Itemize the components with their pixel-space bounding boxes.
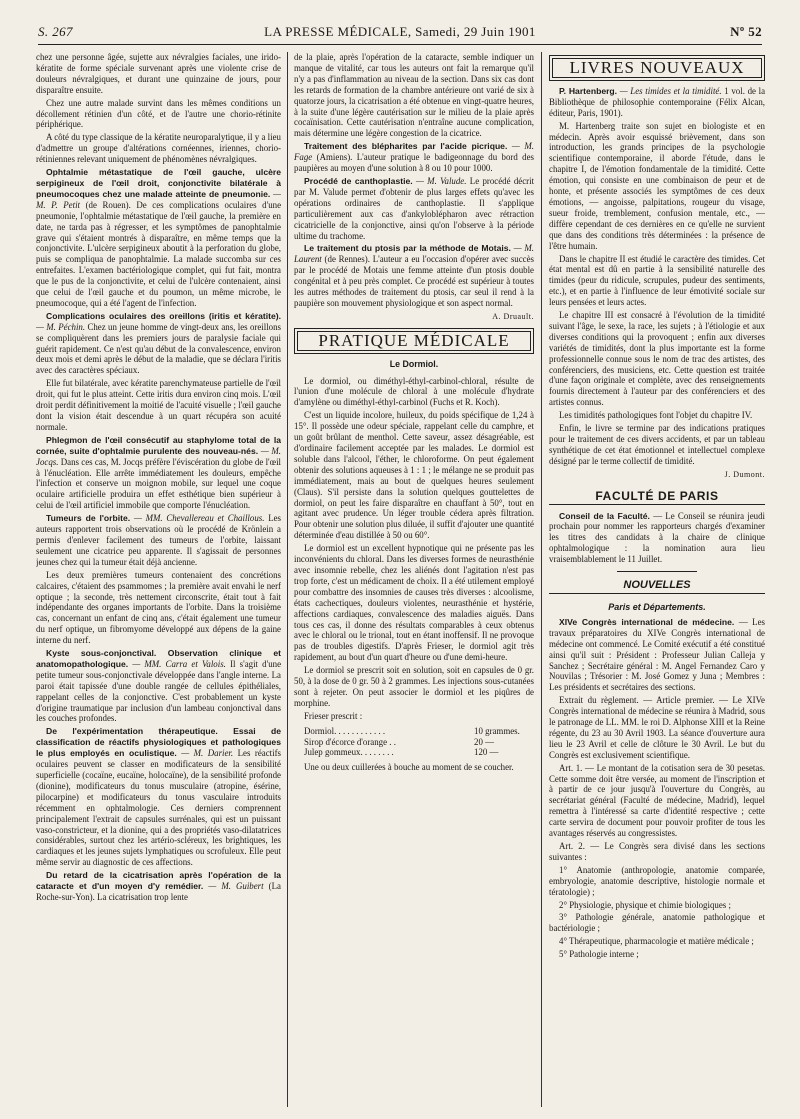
article-text: (Amiens). L'auteur pratique le badigeonnage du bord des paupières au moyen d'une solution à 8 ou 10 pour 1000. xyxy=(294,152,534,174)
article-text: — Le Conseil se réunira jeudi prochain pour nommer les rapporteurs chargés d'examiner les titres des candidats à la chaire de clinique ophtalmologique : la nomination aura lieu vraisemblablement le 11 Juillet. xyxy=(549,510,765,565)
article-text: (La Roche-sur-Yon). La cicatrisation trop lente xyxy=(36,881,281,902)
rx-qty: 20 — xyxy=(474,736,494,747)
column-middle xyxy=(294,52,534,1112)
list-item: 5° Pathologie interne ; xyxy=(559,949,639,960)
article-heading: Kyste sous-conjonctival. Observation clinique et anatomopathologique. xyxy=(36,648,281,669)
paragraph: Le chapitre III est consacré à l'évolution de la timidité suivant l'âge, le sexe, la race, les sujets ; à l'étiologie et aux diverses conditions qui la provoquent ; enfin aux diverses variétés de timidités, dont la plus importante est la forme professionnelle connue sous le nom de trac des artistes, des conférenciers, des musiciens, etc. Cette question est traitée d'une façon originale et complète, avec des renseignements fournis directement à l'auteur par des conférenciers et des artistes connus. xyxy=(549,310,765,408)
header-rule xyxy=(38,44,762,45)
paragraph: Chez une autre malade survint dans les mêmes conditions un décollement rétinien d'un côté, et de l'autre une chorio-rétinite périphérique. xyxy=(36,97,281,130)
article-heading: Conseil de la Faculté. xyxy=(559,510,650,521)
rx-qty: 10 grammes. xyxy=(474,725,520,736)
article xyxy=(36,311,281,376)
article xyxy=(36,726,281,868)
article-author: — M. Laurent xyxy=(294,243,534,265)
rx-item: Julep gommeux. . . . . . . . xyxy=(304,747,394,758)
rx-qty: 120 — xyxy=(474,747,499,758)
article-text: (de Rennes). L'auteur a eu l'occasion d'opérer avec succès par le procédé de Motais une femme atteinte d'un ptosis double congénital et à peu près complet. Ce procédé est supérieur à toutes les autres méthodes de traitement du ptosis, car seul il rend à la paupière son mouvement physiologique et son aspect normal. xyxy=(294,254,534,308)
list-item: 2° Physiologie, physique et chimie biologiques ; xyxy=(559,899,731,910)
article xyxy=(294,141,534,174)
article-author: — M. Darier. xyxy=(181,748,234,759)
book-review xyxy=(549,86,765,119)
article-text: Les auteurs rapportent trois observations où le procédé de Krönlein a permis d'enlever facilement des tumeurs de l'orbite, laissant seulement une cicatrice peu apparente. Il s'agissait de personnes jeunes chez qui la tumeur était déjà ancienne. xyxy=(36,513,281,567)
article-heading: Le traitement du ptosis par la méthode de Motais. xyxy=(304,243,511,254)
article-heading: De l'expérimentation thérapeutique. Essai de classification de réactifs physiologiques et pathologiques le plus employés en oculistique. xyxy=(36,726,281,759)
prescription-row xyxy=(294,737,534,748)
article-heading: Complications oculaires des oreillons (iritis et kératite). xyxy=(46,310,281,321)
paragraph: Le dormiol, ou diméthyl-éthyl-carbinol-chloral, résulte de l'union d'une molécule de chloral à une molécule d'hydrate d'amylène ou diméthyl-éthyl-carbinol (Fuchs et R. Koch). xyxy=(294,375,534,408)
book-details: 1 vol. de la Bibliothèque de philosophie contemporaine (Félix Alcan, éditeur, Paris, 1901). xyxy=(549,85,765,118)
article-heading: XIVe Congrès international de médecine. xyxy=(559,616,735,627)
article-author: — MM. Chevallereau et Chaillous. xyxy=(133,513,265,524)
paragraph: Enfin, le livre se termine par des indications pratiques pour le traitement de ces divers accidents, et par un tableau synthétique de cet état émotionnel et intellectuel complexe désigné par le terme collectif de timidité. xyxy=(549,423,765,466)
article xyxy=(36,870,281,903)
article xyxy=(549,617,765,693)
section-title-livres-nouveaux: LIVRES NOUVEAUX xyxy=(552,58,762,78)
section-title-nouvelles: NOUVELLES xyxy=(549,580,765,594)
article-text: Dans ces cas, M. Jocqs préfère l'éviscération du globe de l'œil à l'énucléation. Elle arrête immédiatement les douleurs, empêche l'infection et conserve un moignon mobile, sur lequel une coque oculaire artificielle produira un effet esthétique bien supérieur à celui de l'œil artificiel immobile que comporte l'énucléation. xyxy=(36,456,281,511)
article xyxy=(549,511,765,566)
article xyxy=(294,243,534,308)
article-heading: Traitement des blépharites par l'acide picrique. xyxy=(304,141,508,152)
rx-item: Dormiol. . . . . . . . . . . . xyxy=(304,725,386,736)
article-text: — Les travaux préparatoires du XIVe Congrès international de médecine ont commencé. Le Comité exécutif a été constitué ainsi qu'il suit : Président : Professeur Julian Calleja y Sanchez ; Secrétaire général : M. Angel Fernandez Caro y Nouvilas ; Trésorier : M. José Gomez y Juna ; Membres : Les présidents et secrétaires des sections. xyxy=(549,616,765,693)
article-author: — M. Péchin. xyxy=(36,321,86,332)
rx-item: Sirop d'écorce d'orange . . xyxy=(304,736,396,747)
article-author: — M. Fage xyxy=(294,141,534,163)
article-author: — MM. Carra et Valois. xyxy=(132,658,226,669)
paragraph: Frieser prescrit : xyxy=(304,710,363,721)
paragraph: Elle fut bilatérale, avec kératite parenchymateuse partielle de l'œil droit, qui fut le plus atteint. Cette iritis dura environ cinq mois. L'œil droit perdit définitivement la moitié de l'acuité visuelle ; l'œil gauche dont la vision était descendue à un quart récupéra son acuité normale. xyxy=(36,378,281,432)
paragraph: C'est un liquide incolore, huileux, du poids spécifique de 1,24 à 15°. Il possède une odeur spéciale, rappelant celle du camphre, et un goût brûlant de menthol. Cette saveur, assez désagréable, est d'ordinaire facilement acceptée par les malades. Le dormiol est soluble dans l'alcool, l'éther, le chloroforme. On peut également obtenir des solutions aqueuses à 1 : 1 ; le mélange ne se produit pas immédiatement, mais au bout de quelques heures seulement (Claus). S'il persiste dans la solution quelques gouttelettes de dormiol, on peut les faire disparaître en chauffant à 50°, tout en agitant avec prudence. Un léger trouble cédera après filtration. Pour obtenir une solution plus diluée, il suffit d'ajouter une quantité déterminée d'eau distillée à 50 ou 60°. xyxy=(294,410,534,541)
paragraph: de la plaie, après l'opération de la cataracte, semble indiquer un manque de vitalité, car tous les auteurs ont fait la remarque qu'il n'y a pas d'inflammation au niveau de la section. Dans six cas dont les retards de formation de la chambre antérieure ont varié de six à quatorze jours, la cicatrisation a été obtenue en vingt-quatre heures, à la suite d'une légère cautérisation sur le milieu de la plaie après cocaïnisation. Cette cautérisation n'entraîne aucune complication, mais détermine une légère congestion de la cicatrice. xyxy=(294,52,534,139)
prescription-row xyxy=(294,747,534,758)
article-heading: Phlegmon de l'œil consécutif au staphylome total de la cornée, suite d'ophtalmie purulente des nouveau-nés. xyxy=(36,434,281,456)
book-title: — Les timides et la timidité. xyxy=(619,85,722,96)
article xyxy=(294,176,534,241)
subsection-title: Paris et Départements. xyxy=(608,601,706,612)
paragraph: Une ou deux cuillerées à bouche au moment de se coucher. xyxy=(304,762,514,773)
article-heading: Tumeurs de l'orbite. xyxy=(46,513,131,524)
list-item: 4° Thérapeutique, pharmacologie et matière médicale ; xyxy=(559,936,754,947)
signature: A. Druault. xyxy=(492,311,534,321)
journal-title: LA PRESSE MÉDICALE, Samedi, 29 Juin 1901 xyxy=(264,24,536,39)
paragraph: Extrait du règlement. — Article premier. — Le XIVe Congrès international de médecine se réunira à Madrid, sous le patronage de LL. MM. le roi D. Alphonse XIII et la Reine régente, du 23 au 30 Avril 1903. La séance d'ouverture aura lieu le 23 Avril et celle de clôture le 30 Avril. Le but du Congrès est exclusivement scientifique. xyxy=(549,695,765,760)
article-author: — M. Guibert xyxy=(208,881,264,892)
book-author: P. Hartenberg. xyxy=(559,85,618,96)
issue-number: Nº 52 xyxy=(730,24,762,39)
article-text: Chez un jeune homme de vingt-deux ans, les oreillons se compliquèrent dans les premiers jours de paralysie faciale qui guérit rapidement. Ce n'est qu'au début de la convalescence, environ deux mois et demi après le début de la maladie, que se déclara l'iritis avec des caractères spéciaux. xyxy=(36,321,281,376)
paragraph: Le dormiol est un excellent hypnotique qui ne présente pas les inconvénients du chloral. Dans les diverses formes de neurasthénie avec insomnie rebelle, chez les aliénés dont l'agitation n'est pas trop forte, c'est un médicament de choix. Il a été utilement employé pour combattre des insomnies de causes très diverses : alcoolisme, états cachectiques, douleurs violentes, neurasthénie et hystérie, affections cardiaques, convalescence des maladies aiguës. Dans tous ces cas, il donne des résultats comparables à ceux obtenus avec le chloral ou le trional, tout en étant inoffensif. Il ne provoque pas de troubles digestifs. D'après Frieser, le dormiol agit très rapidement, au bout d'un quart d'heure ou d'une demi-heure. xyxy=(294,543,534,663)
article-text: Les réactifs oculaires peuvent se classer en modificateurs de la sensibilité superficielle (cocaïne, eucaïne, holocaïne), de la sensibilité profonde (dionine), modificateurs du tonus musculaire (atropine, ésérine, pilocarpine) et modificateurs du tonus vasculaire introduits récemment en ophtalmologie. Ces derniers comprennent principalement l'extrait de capsules surrénales, qui est un puissant vaso-constricteur, et la dionine, qui a des propriétés vaso-dilatatrices considérables, surtout chez les artério-scléreux, les brightiques, les cardiaques et les jeunes sujets lymphatiques ou scrofuleux. Elle peut même servir au diagnostic de ces affections. xyxy=(36,748,281,868)
paragraph: Les timidités pathologiques font l'objet du chapitre IV. xyxy=(559,410,753,421)
list-item: 3° Pathologie générale, anatomie pathologique et bactériologie ; xyxy=(549,912,765,934)
paragraph: Le dormiol se prescrit soit en solution, soit en capsules de 0 gr. 50, à la dose de 0 gr. 50 à 2 grammes. Les injections sous-cutanées sont à rejeter. On peut associer le dormiol et les piqûres de morphine. xyxy=(294,665,534,708)
article-heading: Du retard de la cicatrisation après l'opération de la cataracte et d'un moyen d'y remédier. xyxy=(36,870,281,892)
section-title-pratique-medicale: PRATIQUE MÉDICALE xyxy=(297,331,531,351)
article xyxy=(36,648,281,724)
paragraph: Dans le chapitre II est étudié le caractère des timides. Cet état mental est dû en partie à la sensibilité naturelle des timides (peur du ridicule, scrupules, pudeur des sentiments, etc.), et en partie à l'influence de leur émotivité sociale sur leurs pensées et leurs actes. xyxy=(549,253,765,308)
paragraph: Les deux premières tumeurs contenaient des concrétions calcaires, c'étaient des psammomes ; la première avait envahi le nerf optique ; la seconde, très nettement circonscrite, était tout à fait indépendante des organes importants de l'orbite. Dans la troisième cas, concernant un enfant de cinq ans, c'était également une tumeur du nerf optique, un fibromyome développé aux dépens de la gaine interne du nerf. xyxy=(36,569,281,646)
article-text: Le procédé décrit par M. Valude permet d'obtenir de plus larges effets qu'avec les opérations ordinaires de canthoplastie. Il s'applique particulièrement aux cas d'ankyloblépharon avec rétraction cicatricielle de la conjonctive, ainsi qu'on l'observe à la période ultime du trachome. xyxy=(294,175,534,241)
paragraph: Art. 1. — Le montant de la cotisation sera de 30 pesetas. Cette somme doit être versée, au moment de l'inscription et à partir de ce jour jusqu'à l'ouverture du Congrès, au secrétariat général (Faculté de médecine, Madrid), lequel remettra à l'intéressé sa carte d'identité respective ; cette carte servira de document pour pouvoir profiter de tous les avantages réservés au congressistes. xyxy=(549,762,765,839)
article-author: — M. P. Petit xyxy=(36,188,281,210)
column-divider xyxy=(541,52,542,1107)
article xyxy=(36,513,281,568)
article-text: (de Rouen). De ces complications oculaires d'une pneumonie, l'ophtalmie métastatique de l'œil gauche, la première en date, ne tarda pas à régresser, et les symptômes de panophtalmie grave qui s'étaient montrés à disparaître, en même temps que la conjonctivite. L'ulcère serpigineux aboutit à la perforation du globe, puis se compliqua de panophtalmie. La malade succomba sur ces entrefaites. L'examen bactériologique complet, qui fut fait, montra que le pus de la conjonctivite, et celui de l'ulcère contenaient, ainsi que celui de l'œil gauche et du poumon, un même microbe, le pneumocoque, qui a été l'agent de l'infection. xyxy=(36,199,281,308)
prescription xyxy=(294,726,534,759)
section-title-faculte: FACULTÉ DE PARIS xyxy=(549,491,765,505)
article-text: Il s'agit d'une petite tumeur sous-conjonctivale développée dans l'angle interne. La paroi était tapissée d'une double rangée de cellules épithéliales, rappelant celles de la conjonctive. C'est probablement un kyste d'origine traumatique par inclusion d'un lambeau conjonctival dans les couches profondes. xyxy=(36,658,281,724)
page-header xyxy=(38,24,762,42)
page-number: S. 267 xyxy=(38,24,73,39)
column-divider xyxy=(287,52,288,1107)
paragraph: Art. 2. — Le Congrès sera divisé dans les sections suivantes : xyxy=(549,841,765,862)
list-item: 1° Anatomie (anthropologie, anatomie comparée, embryologie, anatomie descriptive, histologie normale et tératologie) ; xyxy=(549,864,765,897)
column-left xyxy=(36,52,281,1112)
article-heading: Procédé de canthoplastie. xyxy=(304,175,413,186)
paragraph: M. Hartenberg traite son sujet en biologiste et en médecin. Après avoir esquissé brièvement, dans son introduction, les grands principes de la psychologie scientifique contemporaine, il aborde l'étude, dans le chapitre I, de l'émotion fondamentale de la timidité. Cette émotion, qui consiste en une combinaison de peur et de honte, et présente associés les symptômes de ces deux émotions, — angoisse, palpitations, rougeur du visage, sueur froide, tremblement, confusion mentale, etc., — diffère cependant de ces dernières en ce qu'elle ne survient que dans des conditions très déterminées : la présence de l'être humain. xyxy=(549,120,765,251)
article xyxy=(36,167,281,309)
column-right xyxy=(549,52,765,1112)
signature: J. Dumont. xyxy=(724,469,765,479)
paragraph: A côté du type classique de la kératite neuroparalytique, il y a lieu d'admettre un groupe d'altérations cornéennes, iriennes, chorio-rétiniennes relevant uniquement de phénomènes névralgiques. xyxy=(36,132,281,165)
article-author: — M. Valude. xyxy=(415,175,467,186)
article-author: — M. Jocqs. xyxy=(36,445,281,467)
paragraph: chez une personne âgée, sujette aux névralgies faciales, une irido-kératite de forme spéciale survenant après une violente crise de douleurs névralgiques, et durant une quinzaine de jours, pour disparaître ensuite. xyxy=(36,52,281,95)
prescription-row xyxy=(294,726,534,737)
article-title: Le Dormiol. xyxy=(389,358,439,369)
divider xyxy=(617,571,697,572)
article-heading: Ophtalmie métastatique de l'œil gauche, ulcère serpigineux de l'œil droit, conjonctivite bilatérale à pneumocoques chez une malade atteinte de pneumonie. xyxy=(36,167,281,199)
article xyxy=(36,435,281,511)
